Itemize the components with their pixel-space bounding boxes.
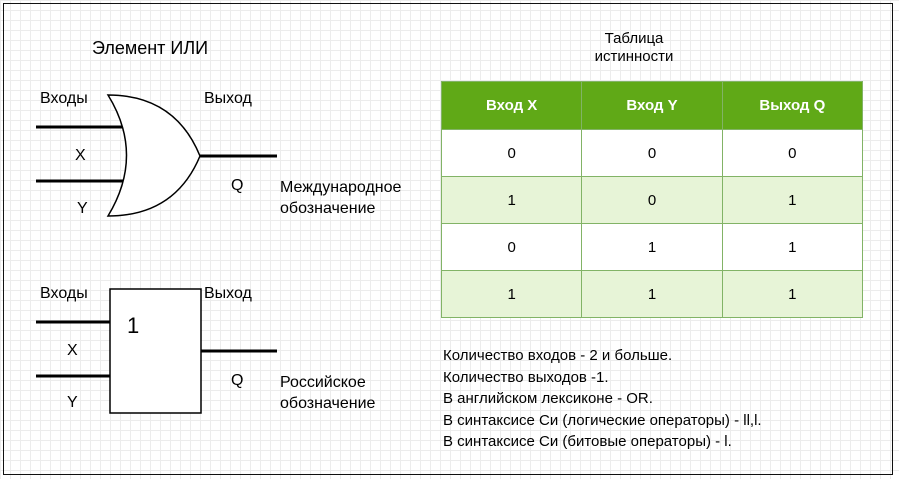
ru-input-x-label: X	[67, 342, 78, 359]
header-input-x: Вход X	[442, 82, 582, 130]
note-line: В английском лексиконе - OR.	[443, 390, 653, 407]
note-line: Количество выходов -1.	[443, 368, 609, 386]
header-input-y: Вход Y	[582, 82, 722, 130]
intl-input-x-label: X	[75, 147, 86, 164]
intl-output-label: Выход	[204, 90, 252, 107]
table-row	[442, 130, 863, 177]
note-line: В синтаксисе Си (логические операторы) - ll,l.	[443, 411, 762, 429]
intl-caption-line1: Международное	[280, 179, 402, 196]
truth-table-title-line1: Таблица	[604, 30, 664, 47]
ru-caption-line2: обозначение	[280, 395, 376, 412]
note-line: Количество входов - 2 и больше.	[443, 347, 673, 364]
notes-block	[443, 345, 762, 453]
note-line: В синтаксисе Си (битовые операторы) - l.	[443, 433, 732, 450]
ru-gate-symbol: 1	[127, 313, 140, 338]
or-gate-title: Элемент ИЛИ	[92, 38, 209, 58]
header-output-q: Выход Q	[722, 82, 862, 130]
ru-output-q-label: Q	[231, 372, 244, 389]
truth-table-title-line2: истинности	[594, 48, 674, 65]
table-cell: 0	[722, 130, 862, 177]
table-cell: 1	[722, 177, 862, 224]
table-cell: 0	[442, 130, 582, 177]
table-cell: 0	[582, 130, 722, 177]
intl-caption-line2: обозначение	[280, 200, 376, 217]
intl-input-y-label: Y	[77, 200, 88, 217]
table-cell: 1	[442, 177, 582, 224]
table-row	[442, 224, 863, 271]
table-row	[442, 271, 863, 318]
table-cell: 1	[442, 271, 582, 318]
or-gate-shape	[108, 95, 200, 216]
table-cell: 0	[442, 224, 582, 271]
table-cell: 1	[722, 224, 862, 271]
intl-inputs-label: Входы	[40, 90, 88, 107]
ru-output-label: Выход	[204, 285, 252, 302]
table-cell: 1	[722, 271, 862, 318]
truth-table-header-row	[442, 82, 863, 130]
table-cell: 0	[582, 177, 722, 224]
ru-gate-box	[110, 289, 201, 413]
ru-input-y-label: Y	[67, 394, 78, 411]
table-row	[442, 177, 863, 224]
table-cell: 1	[582, 224, 722, 271]
ru-inputs-label: Входы	[40, 285, 88, 302]
intl-output-q-label: Q	[231, 177, 244, 194]
table-cell: 1	[582, 271, 722, 318]
truth-table	[441, 81, 863, 318]
ru-caption-line1: Российское	[280, 374, 366, 391]
